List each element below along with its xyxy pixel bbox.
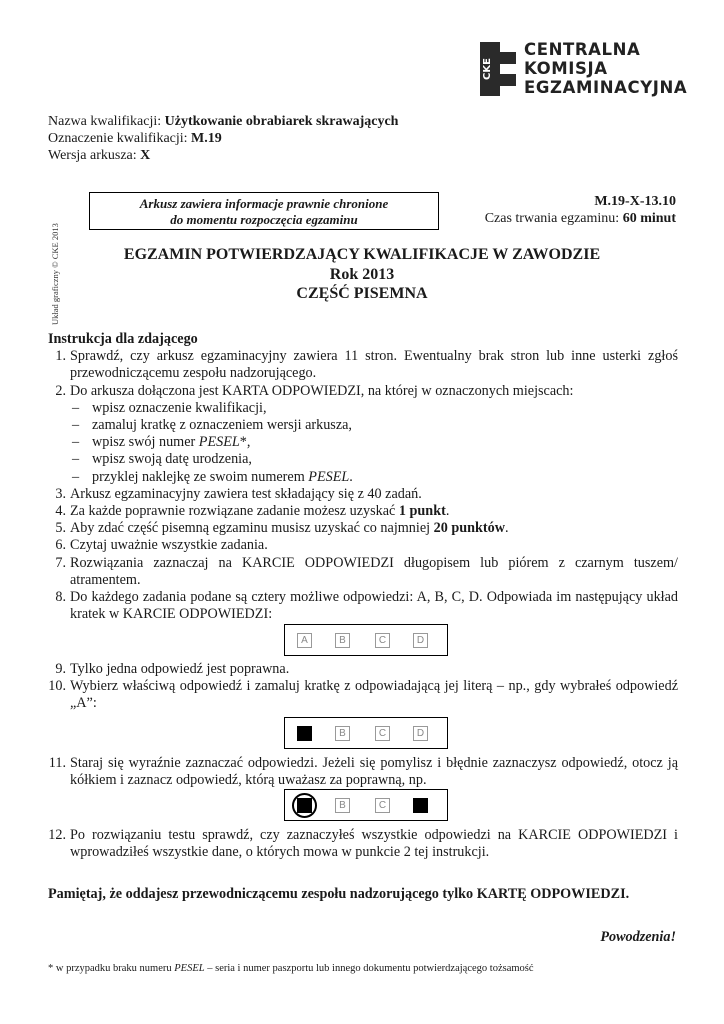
item-number: 11. <box>48 755 66 771</box>
item-number: 8. <box>55 589 66 606</box>
sheet-version-row <box>48 147 398 164</box>
answer-grid-example-corrected <box>284 789 448 821</box>
exam-meta <box>48 113 398 164</box>
answer-box-d: D <box>413 726 428 741</box>
item-text: Tylko jedna odpowiedź jest poprawna. <box>70 661 290 677</box>
item-text: Do każdego zadania podane są cztery możliwe odpowiedzi: A, B, C, D. Odpowiada im następujący układ kratek w KARCIE ODPOWIEDZI: <box>70 589 678 623</box>
good-luck: Powodzenia! <box>600 929 676 945</box>
exam-code: M.19-X-13.10 <box>594 194 676 209</box>
exam-title: EGZAMIN POTWIERDZAJĄCY KWALIFIKACJE W ZAWODZIE <box>123 246 601 263</box>
instruction-item-12 <box>48 827 678 861</box>
item-number: 2. <box>55 382 66 399</box>
logo-line2: KOMISJA <box>524 59 608 78</box>
item-number: 5. <box>55 520 66 537</box>
instruction-item-5 <box>48 520 678 537</box>
item-text: Arkusz egzaminacyjny zawiera test składający się z 40 zadań. <box>70 485 422 502</box>
instruction-item-9 <box>48 661 678 678</box>
item-text: Czytaj uważnie wszystkie zadania. <box>70 537 268 554</box>
footnote-text: * w przypadku braku numeru <box>48 963 175 974</box>
qualification-code-label: Oznaczenie kwalifikacji: <box>48 131 188 146</box>
item-number: 1. <box>55 348 66 365</box>
pesel-term: PESEL <box>198 434 240 451</box>
instruction-subitem <box>48 451 678 468</box>
qualification-name-row <box>48 113 398 130</box>
subitem-text: . <box>349 468 353 485</box>
item-text: Za każde poprawnie rozwiązane zadanie możesz uzyskać <box>70 503 399 520</box>
dash: – <box>72 399 80 416</box>
instruction-item-6 <box>48 537 678 554</box>
answer-box-a-filled <box>297 798 312 813</box>
instruction-item-1 <box>48 348 678 382</box>
subitem-text: zamaluj kratkę z oznaczeniem wersji arkusza, <box>92 417 352 434</box>
duration-label: Czas trwania egzaminu: <box>484 211 620 226</box>
item-bold: 20 punktów <box>433 520 505 537</box>
item-number: 7. <box>55 554 66 571</box>
subitem-text: *, <box>239 434 251 451</box>
item-bold: 1 punkt <box>398 503 446 520</box>
instructions-heading: Instrukcja dla zdającego <box>48 331 198 347</box>
item-text: . <box>445 503 450 520</box>
subitem-text: przyklej naklejkę ze swoim numerem <box>92 468 309 485</box>
pesel-term: PESEL <box>174 963 205 974</box>
answer-box-b: B <box>335 798 350 813</box>
legal-info-line2: do momentu rozpoczęcia egzaminu <box>170 212 358 227</box>
exam-year: Rok 2013 <box>329 266 395 283</box>
item-number: 6. <box>55 537 66 554</box>
legal-info-line1: Arkusz zawiera informacje prawnie chronione <box>139 196 389 211</box>
duration-value: 60 minut <box>622 211 676 226</box>
logo-line3: EGZAMINACYJNA <box>524 78 688 97</box>
answer-box-c: C <box>375 798 390 813</box>
answer-box-d: D <box>413 633 428 648</box>
subitem-text: wpisz oznaczenie kwalifikacji, <box>92 399 267 416</box>
item-number: 9. <box>55 661 66 677</box>
item-text: Staraj się wyraźnie zaznaczać odpowiedzi. Jeżeli się pomylisz i błędnie zaznaczysz odpowiedź, otocz ją kółkiem i zaznacz odpowiedź, którą uważasz za poprawną, np. <box>70 755 678 789</box>
item-text: Aby zdać część pisemną egzaminu musisz uzyskać co najmniej <box>70 520 434 537</box>
item-text: . <box>505 520 509 537</box>
answer-box-b: B <box>335 726 350 741</box>
instructions <box>48 331 678 623</box>
exam-part: CZĘŚĆ PISEMNA <box>296 285 428 302</box>
logo-mark-text: CKE <box>482 58 493 80</box>
item-text: Do arkusza dołączona jest KARTA ODPOWIEDZI, na której w oznaczonych miejscach: <box>70 382 574 399</box>
final-note: Pamiętaj, że oddajesz przewodniczącemu zespołu nadzorującego tylko KARTĘ ODPOWIEDZI. <box>48 886 630 902</box>
instruction-subitem <box>48 417 678 434</box>
answer-grid-example-filled <box>284 717 448 749</box>
pesel-term: PESEL <box>308 468 350 485</box>
copyright-side-text: Układ graficzny © CKE 2013 <box>50 223 60 325</box>
answer-box-c: C <box>375 633 390 648</box>
qualification-name-label: Nazwa kwalifikacji: <box>48 114 162 129</box>
item-number: 4. <box>55 503 66 520</box>
instructions-cont-2 <box>48 755 678 789</box>
answer-box-b: B <box>335 633 350 648</box>
instruction-item-3 <box>48 486 678 503</box>
instructions-cont-3 <box>48 827 678 861</box>
sheet-version-label: Wersja arkusza: <box>48 148 137 163</box>
instruction-subitem <box>48 434 678 451</box>
subitem-text: wpisz swój numer <box>92 434 199 451</box>
answer-box-a-filled <box>297 726 312 741</box>
footnote <box>48 963 534 974</box>
item-text: Sprawdź, czy arkusz egzaminacyjny zawiera 11 stron. Ewentualny brak stron lub inne usterki zgłoś przewodniczącemu zespołu nadzorującego. <box>70 348 678 382</box>
footnote-text: – seria i numer paszportu lub innego dokumentu potwierdzającego tożsamość <box>204 963 534 974</box>
item-text: Rozwiązania zaznaczaj na KARCIE ODPOWIEDZI długopisem lub piórem z czarnym tuszem/ atramentem. <box>70 554 678 588</box>
exam-code-block <box>485 193 676 227</box>
instruction-item-10 <box>48 678 678 712</box>
qualification-code-row <box>48 130 398 147</box>
instruction-subitem <box>48 400 678 417</box>
instruction-item-8 <box>48 589 678 623</box>
dash: – <box>72 468 80 485</box>
instructions-cont-1 <box>48 661 678 713</box>
sheet-version-value: X <box>140 148 151 163</box>
subitem-text: wpisz swoją datę urodzenia, <box>92 451 252 468</box>
dash: – <box>72 417 80 434</box>
answer-box-d-filled <box>413 798 428 813</box>
answer-box-c: C <box>375 726 390 741</box>
qualification-name-value: Użytkowanie obrabiarek skrawających <box>164 114 399 129</box>
instruction-subitem <box>48 469 678 486</box>
instruction-item-11 <box>48 755 678 789</box>
legal-info-box <box>89 192 439 230</box>
instruction-item-7 <box>48 555 678 589</box>
instruction-item-4 <box>48 503 678 520</box>
item-text: Wybierz właściwą odpowiedź i zamaluj kratkę z odpowiadającą jej literą – np., gdy wybrałeś odpowiedź „A”: <box>70 678 678 712</box>
item-text: Po rozwiązaniu testu sprawdź, czy zaznaczyłeś wszystkie odpowiedzi na KARCIE ODPOWIEDZI i wprowadziłeś wszystkie dane, o których mowa w punkcie 2 tej instrukcji. <box>70 827 678 861</box>
dash: – <box>72 434 80 451</box>
instruction-item-2 <box>48 383 678 400</box>
duration-row <box>485 210 676 227</box>
item-number: 10. <box>48 678 66 695</box>
item-number: 12. <box>48 827 66 843</box>
answer-grid-example-empty <box>284 624 448 656</box>
logo-line1: CENTRALNA <box>524 40 641 59</box>
cke-logo-mark-icon <box>480 42 516 96</box>
cke-logo <box>480 40 688 98</box>
qualification-code-value: M.19 <box>191 131 222 146</box>
logo-text <box>524 40 687 97</box>
answer-box-a: A <box>297 633 312 648</box>
dash: – <box>72 451 80 468</box>
item-number: 3. <box>55 485 66 502</box>
